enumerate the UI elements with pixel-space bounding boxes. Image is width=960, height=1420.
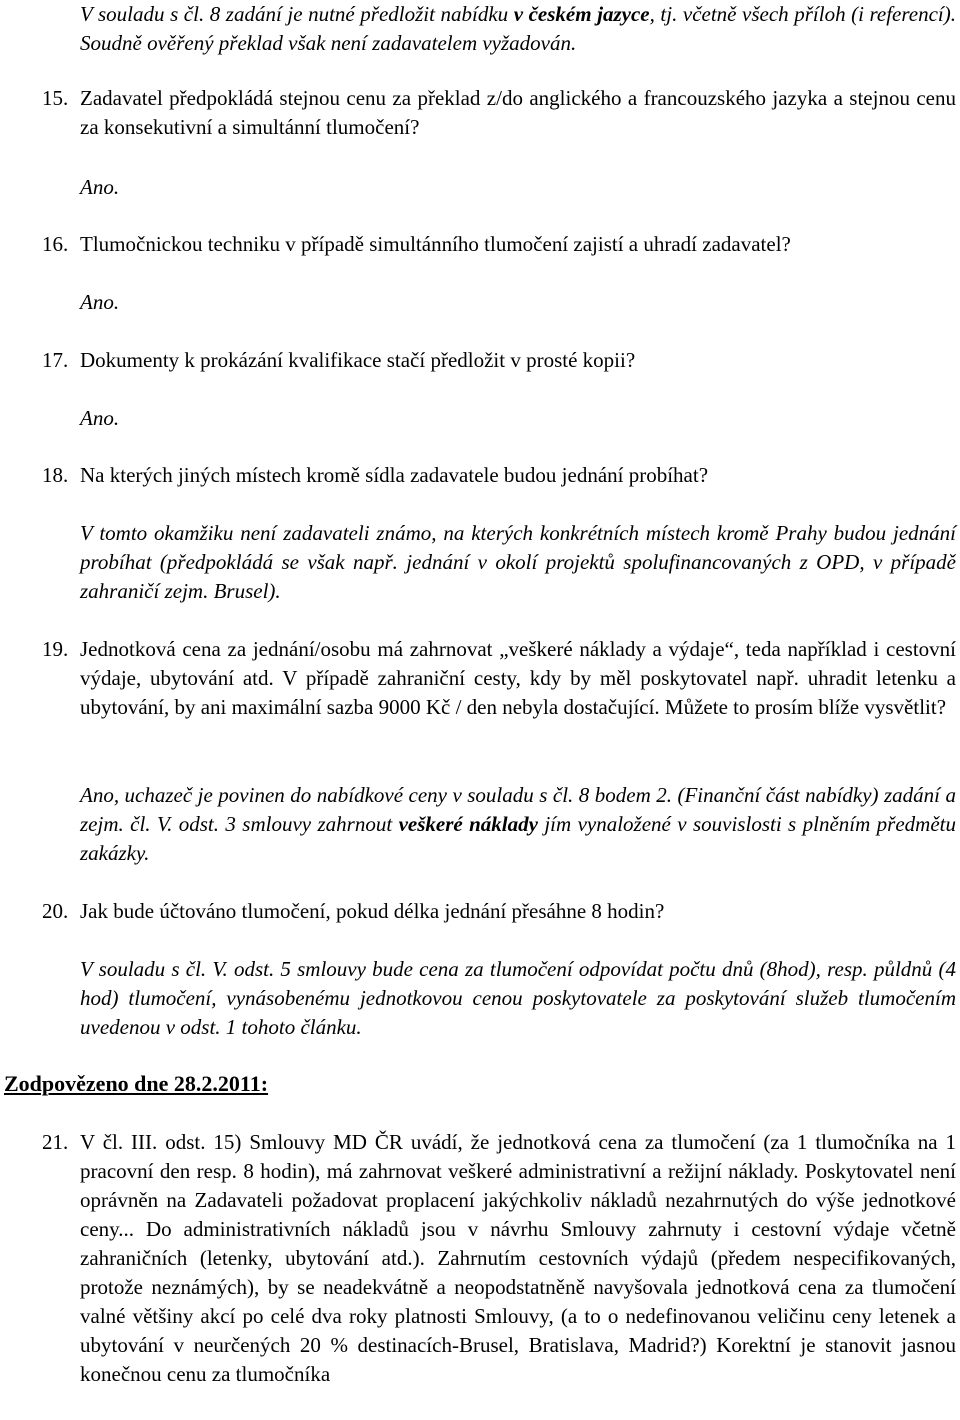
question-16	[42, 230, 956, 259]
question-number: 16.	[42, 232, 69, 256]
question-number: 15.	[42, 86, 69, 110]
question-15	[42, 84, 956, 142]
question-text: V čl. III. odst. 15) Smlouvy MD ČR uvádí, že jednotková cena za tlumočení (za 1 tlumočníka na 1 pracovní den resp. 8 hodin), má zahrnovat veškeré administrativní a režijní náklady. Poskytovatel není oprávněn na Zadavateli požadovat proplacení jakýchkoliv nákladů nezahrnutých do výše jednotkové ceny... Do administrativních nákladů jsou v návrhu Smlouvy zahrnuty i cestovní výdaje včetně zahraničních (letenky, ubytování atd.). Zahrnutím cestovních výdajů (předem nespecifikovaných, protože neznámých), by se neadekvátně a neopodstatněně navyšovala jednotková cena za tlumočení valné většiny akcí po celé dva roky platnosti Smlouvy, (a to o nedefinovanou veličinu ceny letenek a ubytování v neurčených 20 % destinacích-Brusel, Bratislava, Madrid?) Korektní je stanovit jasnou konečnou cenu za tlumočníka	[80, 1130, 956, 1386]
answer-20: V souladu s čl. V. odst. 5 smlouvy bude cena za tlumočení odpovídat počtu dnů (8hod), resp. půldnů (4 hod) tlumočení, vynásobenému jednotkovou cenou poskytovatele za poskytování služeb tlumočením uvedenou v odst. 1 tohoto článku.	[80, 957, 956, 1039]
answer-text-2: jím vynaložené v souvislosti s plněním předmětu zakázky.	[80, 812, 956, 865]
answer-18: V tomto okamžiku není zadavateli známo, na kterých konkrétních místech kromě Prahy budou jednání probíhat (předpokládá se však např. jednání v okolí projektů spolufinancovaných z OPD, v případě zahraničí zejm. Brusel).	[80, 521, 956, 603]
question-text: Dokumenty k prokázání kvalifikace stačí předložit v prosté kopii?	[80, 348, 636, 372]
answer-15: Ano.	[80, 175, 120, 199]
question-text: Zadavatel předpokládá stejnou cenu za překlad z/do anglického a francouzského jazyka a stejnou cenu za konsekutivní a simultánní tlumočení?	[80, 86, 956, 139]
question-text: Jednotková cena za jednání/osobu má zahrnovat „veškeré náklady a výdaje“, teda například i cestovní výdaje, ubytování atd. V případě zahraniční cesty, kdy by měl poskytovatel např. uhradit letenku a ubytování, by ani maximální sazba 9000 Kč / den nebyla dostačující. Můžete to prosím blíže vysvětlit?	[80, 637, 956, 719]
question-17	[42, 346, 956, 375]
intro-bold: v českém jazyce	[513, 2, 650, 26]
question-text: Na kterých jiných místech kromě sídla zadavatele budou jednání probíhat?	[80, 463, 709, 487]
intro-text: V souladu s čl. 8 zadání je nutné předložit nabídku	[80, 2, 514, 26]
question-20	[42, 897, 956, 926]
question-text: Tlumočnickou techniku v případě simultánního tlumočení zajistí a uhradí zadavatel?	[80, 232, 791, 256]
question-19	[42, 635, 956, 722]
question-number: 19.	[42, 637, 69, 661]
question-number: 17.	[42, 348, 69, 372]
answer-17: Ano.	[80, 406, 120, 430]
question-21	[42, 1128, 956, 1389]
answer-bold: veškeré náklady	[398, 812, 538, 836]
answer-text: Ano, uchazeč je povinen do nabídkové ceny v souladu s čl. 8 bodem 2. (Finanční část nabídky) zadání a zejm. čl. V. odst. 3 smlouvy zahrnout	[80, 783, 956, 836]
section-heading: Zodpovězeno dne 28.2.2011:	[4, 1071, 269, 1096]
answer-19	[80, 781, 956, 868]
question-number: 18.	[42, 463, 69, 487]
question-18	[42, 461, 956, 490]
intro-text-2: , tj. včetně všech příloh (i referencí). Soudně ověřený překlad však není zadavatelem vyžadován.	[80, 2, 956, 55]
answer-16: Ano.	[80, 290, 120, 314]
intro-answer	[80, 0, 956, 58]
question-number: 20.	[42, 899, 69, 923]
question-text: Jak bude účtováno tlumočení, pokud délka jednání přesáhne 8 hodin?	[80, 899, 665, 923]
question-number: 21.	[42, 1130, 69, 1154]
